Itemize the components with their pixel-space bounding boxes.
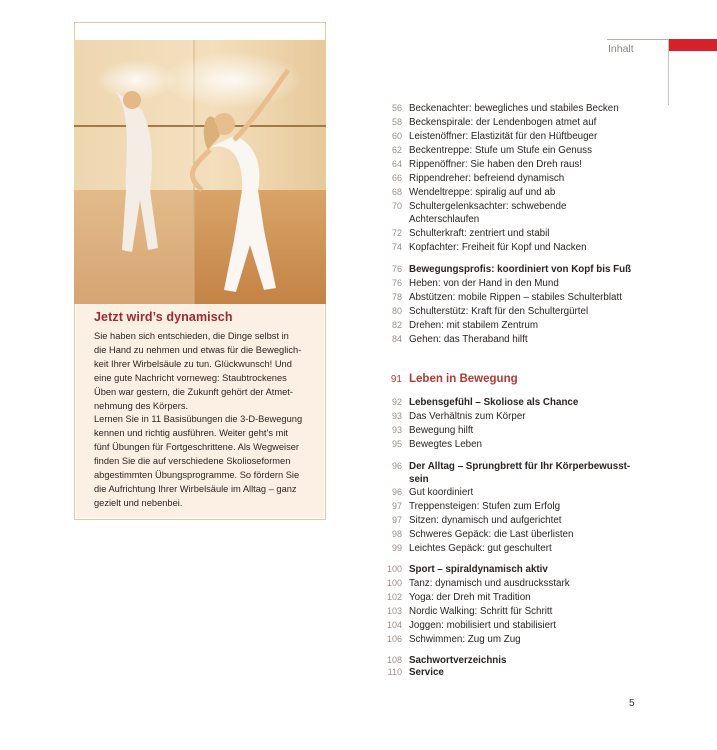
toc-page: 96 [391,461,402,471]
intro-line: abgestimmten Übungsprogramme. So fördern Sie [94,470,300,481]
toc-page: 110 [387,667,402,677]
intro-title: Jetzt wird’s dynamisch [94,310,233,324]
toc-page: 98 [391,529,402,539]
toc-title: Schulterkraft: zentriert und stabil [409,228,550,239]
toc-title: Leistenöffner: Elastizität für den Hüftbeuger [409,131,598,142]
toc-page: 74 [391,242,402,252]
toc-page: 100 [386,578,402,588]
toc-page: 60 [391,131,402,141]
toc-title: Rippenöffner: Sie haben den Dreh raus! [409,159,583,170]
toc-page: 102 [386,592,402,602]
toc-page: 56 [391,103,402,113]
toc-title: Schultergelenksachter: schwebende [409,201,567,212]
toc-title: Yoga: der Dreh mit Tradition [409,592,531,603]
toc-page: 97 [391,515,402,525]
toc-page: 91 [390,374,402,385]
page-number: 5 [629,698,635,709]
toc-page: 108 [386,655,402,665]
toc-page: 76 [391,264,402,274]
toc-page: 82 [391,320,402,330]
intro-line: gezielt und nebenbei. [94,497,183,508]
toc-title: Joggen: mobilisiert und stabilisiert [409,620,557,631]
intro-box [76,304,324,518]
toc-page: 78 [391,292,402,302]
toc-title: Wendeltreppe: spiralig auf und ab [409,187,556,198]
header-label: Inhalt [608,43,634,55]
toc-page: 104 [386,620,402,630]
toc-title: Gut koordiniert [409,487,474,498]
header-rule [607,39,669,40]
toc-page: 95 [391,439,402,449]
toc-page: 106 [386,634,402,644]
header-accent-bar [669,39,717,51]
toc-page: 62 [391,145,402,155]
toc-title: Beckenspirale: der Lendenbogen atmet auf [409,117,597,128]
toc-title: Nordic Walking: Schritt für Schritt [409,606,553,617]
intro-line: Sie haben sich entschieden, die Dinge selbst in [94,331,289,341]
intro-line: Üben war gestern, die Zukunft gehört der Atmet- [94,386,293,397]
toc-page: 58 [391,117,402,127]
toc-title: Drehen: mit stabilem Zentrum [409,320,539,331]
toc-title: Sport – spiraldynamisch aktiv [409,564,548,575]
toc-title: Das Verhältnis zum Körper [409,411,526,422]
toc-page: 99 [391,543,402,553]
toc-title: sein [409,474,429,485]
toc-page: 70 [391,201,402,211]
toc-page: 93 [391,425,402,435]
toc-page: 92 [391,397,402,407]
intro-line: fünf Übungen für Fortgeschrittene. Als Wegweiser [94,442,299,453]
intro-text [94,330,316,511]
toc-title: Service [409,667,444,678]
toc-title: Sitzen: dynamisch und aufgerichtet [409,515,562,526]
toc-title: Treppensteigen: Stufen zum Erfolg [409,501,561,512]
toc-page: 97 [391,501,402,511]
toc-title: Abstützen: mobile Rippen – stabiles Schulterblatt [409,292,622,303]
toc-title: Beckentreppe: Stufe um Stufe ein Genuss [409,145,592,156]
toc-page: 93 [391,411,402,421]
toc-title: Lebensgefühl – Skoliose als Chance [409,397,579,408]
toc-title: Rippendreher: befreiend dynamisch [409,173,565,184]
toc-title: Sachwortverzeichnis [409,655,507,666]
toc-title: Bewegungsprofis: koordiniert von Kopf bis Fuß [409,264,632,275]
intro-line: eine gute Nachricht vorneweg: Staubtrockenes [94,372,287,383]
toc-title: Schweres Gepäck: die Last überlisten [409,529,574,540]
toc-title: Beckenachter: bewegliches und stabiles Becken [409,103,619,114]
toc-page: 64 [391,159,402,169]
toc-page: 66 [391,173,402,183]
intro-line: kennen und richtig ausführen. Weiter geht’s mit [94,428,288,439]
toc-title: Der Alltag – Sprungbrett für Ihr Körperbewusst- [409,461,631,472]
toc-title: Gehen: das Theraband hilft [409,334,528,345]
toc-page: 103 [386,606,402,616]
toc-title: Kopfachter: Freiheit für Kopf und Nacken [409,242,587,253]
toc-title: Heben: von der Hand in den Mund [409,278,559,289]
toc-page: 68 [391,187,402,197]
intro-line: die Hand zu nehmen und etwas für die Beweglich- [94,344,302,355]
toc-title: Leben in Bewegung [409,373,518,385]
toc-title: Bewegtes Leben [409,439,482,450]
intro-line: finden Sie die auf verschiedene Skolioseformen [94,456,291,467]
dancer-photo-icon [74,40,326,304]
toc-page: 72 [391,228,402,238]
toc-title: Bewegung hilft [409,425,474,436]
toc-title: Leichtes Gepäck: gut geschultert [409,543,552,554]
toc-title: Schwimmen: Zug um Zug [409,634,521,645]
intro-line: nehmung des Körpers. [94,400,189,411]
intro-line: die Aufrichtung Ihrer Wirbelsäule im Alltag – ganz [94,483,297,494]
toc-page: 100 [386,564,402,574]
toc-title: Tanz: dynamisch und ausdrucksstark [409,578,570,589]
toc-page: 96 [391,487,402,497]
intro-line: Lernen Sie in 11 Basisübungen die 3-D-Bewegung [94,414,303,425]
header-vertical-line [668,39,669,105]
toc-page: 76 [391,278,402,288]
toc-page: 84 [391,334,402,344]
toc-title: Achterschlaufen [409,214,480,225]
intro-line: keit Ihrer Wirbelsäule zu tun. Glückwunsch! Und [94,358,292,369]
toc-page: 80 [391,306,402,316]
toc-title: Schulterstütz: Kraft für den Schultergürtel [409,306,589,317]
